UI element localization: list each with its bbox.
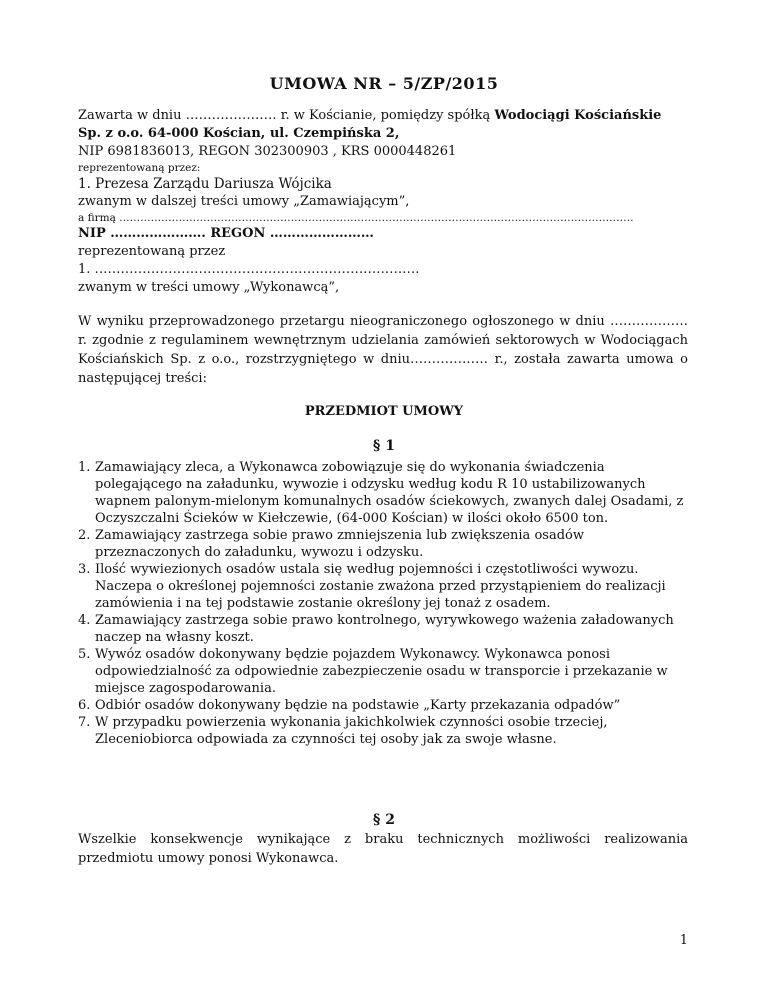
contractor-representative: 1. ………………………………………………………………… xyxy=(78,262,420,277)
representative-name: 1. Prezesa Zarządu Dariusza Wójcika xyxy=(78,176,332,192)
contractor-label: zwanym w treści umowy „Wykonawcą”, xyxy=(78,280,340,295)
contractor-company-line: a firmą ………………………………………………………………………………………………………………………………… xyxy=(78,212,634,224)
list-item: 1. Zamawiający zleca, a Wykonawca zobowiązuje się do wykonania świadczenia polegającego na załadunku, wywozie i odzysku według kodu R 10 ustabilizowanych wapnem palonym-mielonym komunalnych osadów ściekowych, zwanych dalej Osadami, z Oczyszczalni Ścieków w Kiełczewie, (64-000 Kościan) w ilości około 6500 ton. xyxy=(78,460,684,526)
intro-line-1-text: Zawarta w dniu ………………… r. w Kościanie, pomiędzy spółką xyxy=(78,108,495,123)
paragraph-2-text: Wszelkie konsekwencje wynikające z braku technicznych możliwości realizowania przedmiotu umowy ponosi Wykonawca. xyxy=(78,832,688,866)
represented-by-label: reprezentowaną przez: xyxy=(78,162,201,174)
contractor-nip-regon: NIP …………………. REGON …………………… xyxy=(78,226,374,241)
list-item: 3. Ilość wywiezionych osadów ustala się według pojemności i częstotliwości wywozu. Naczepa o określonej pojemności zostanie zważona przed przystąpieniem do realizacji zamówienia i na tej podstawie zostanie określony jej tonaż z osadem. xyxy=(78,562,666,611)
ordering-party-label: zwanym w dalszej treści umowy „Zamawiającym”, xyxy=(78,194,410,209)
parties-block xyxy=(78,107,688,297)
page-number: 1 xyxy=(679,933,688,948)
list-item: 7. W przypadku powierzenia wykonania jakichkolwiek czynności osobie trzeciej, Zleceniobiorca odpowiada za czynności tej osoby jak za swoje własne. xyxy=(78,715,608,747)
paragraph-2-mark: § 2 xyxy=(373,812,395,828)
list-item: 6. Odbiór osadów dokonywany będzie na podstawie „Karty przekazania odpadów” xyxy=(78,698,621,713)
contractor-represented-by: reprezentowaną przez xyxy=(78,244,226,259)
section-heading: PRZEDMIOT UMOWY xyxy=(304,404,464,419)
contract-title: UMOWA NR – 5/ZP/2015 xyxy=(269,74,499,93)
intro-line-1 xyxy=(78,107,688,125)
company-name: Wodociągi Kościańskie xyxy=(494,108,662,123)
list-item: 2. Zamawiający zastrzega sobie prawo zmniejszenia lub zwiększenia osadów przeznaczonych do załadunku, wywozu i odzysku. xyxy=(78,528,584,560)
company-ids: NIP 6981836013, REGON 302300903 , KRS 0000448261 xyxy=(78,144,457,159)
preamble: W wyniku przeprowadzonego przetargu nieograniczonego ogłoszonego w dniu ……………… r. zgodnie z regulaminem wewnętrznym udzielania zamówień sektorowych w Wodociągach Kościańskich Sp. z o.o., rozstrzygniętego w dniu……………… r., została zawarta umowa o następującej treści: xyxy=(78,314,688,386)
list-item: 5. Wywóz osadów dokonywany będzie pojazdem Wykonawcy. Wykonawca ponosi odpowiedzialność za odpowiednie zabezpieczenie osadu w transporcie i przekazanie w miejsce zagospodarowania. xyxy=(78,647,668,696)
obligations-list xyxy=(78,459,688,748)
company-address: Sp. z o.o. 64-000 Kościan, ul. Czempińska 2, xyxy=(78,126,400,141)
list-item: 4. Zamawiający zastrzega sobie prawo kontrolnego, wyrywkowego ważenia załadowanych naczep na własny koszt. xyxy=(78,613,674,645)
paragraph-1-mark: § 1 xyxy=(373,438,395,454)
